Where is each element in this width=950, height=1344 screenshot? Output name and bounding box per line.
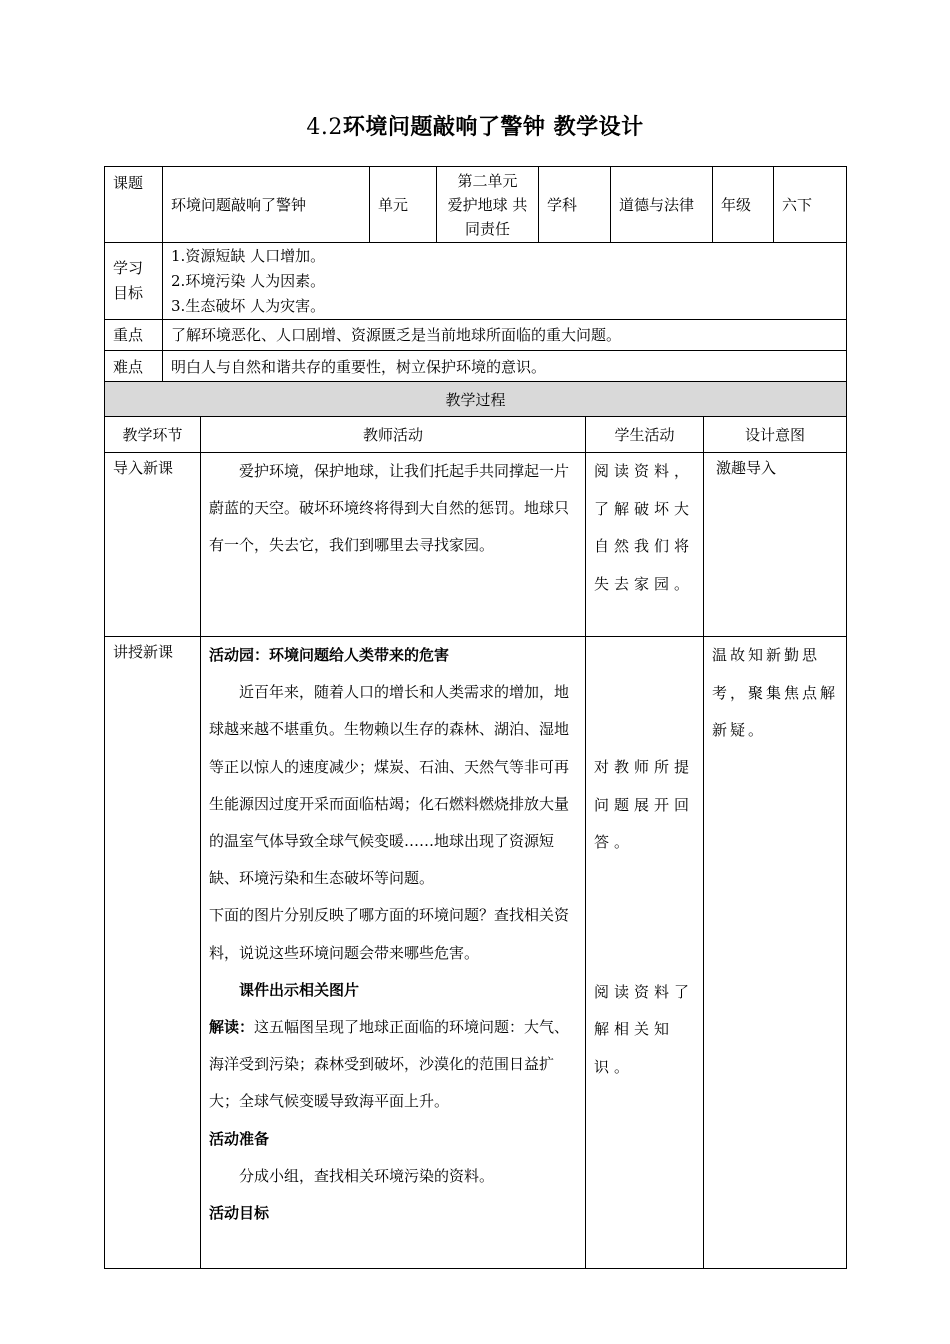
teacher-teach — [201, 637, 586, 1269]
subject-value: 道德与法律 — [611, 167, 713, 243]
header-teacher: 教师活动 — [201, 417, 586, 453]
grade-label: 年级 — [713, 167, 774, 243]
table-row — [105, 637, 847, 1269]
subject-label: 学科 — [539, 167, 611, 243]
difficult-value: 明白人与自然和谐共存的重要性，树立保护环境的意识。 — [163, 351, 847, 383]
intent-teach: 温故知新勤思考，聚集焦点解新疑。 — [704, 637, 847, 1269]
title-text: 环境问题敲响了警钟 教学设计 — [342, 115, 644, 140]
student-intro: 阅读资料，了解破坏大自然我们将失去家园。 — [586, 453, 704, 637]
interpretation: 解读：这五幅图呈现了地球正面临的环境问题：大气、海洋受到污染；森林受到破坏，沙漠化的范围日益扩大；全球气候变暖导致海平面上升。 — [209, 1018, 570, 1111]
difficult-label: 难点 — [105, 351, 163, 383]
process-band-title: 教学过程 — [105, 382, 847, 417]
goal-item: 1.资源短缺 人口增加。 — [171, 247, 326, 265]
prep-text: 分成小组，查找相关环境污染的资料。 — [239, 1166, 495, 1185]
key-label: 重点 — [105, 320, 163, 351]
unit-value — [437, 167, 539, 243]
process-table — [104, 381, 847, 1269]
intent-intro: 激趣导入 — [704, 453, 847, 637]
teach-para1: 近百年来，随着人口的增长和人类需求的增加，地球越来越不堪重负。生物赖以生存的森林、湖泊、湿地等正以惊人的速度减少；煤炭、石油、天然气等非可再生能源因过度开采而面临枯竭；化石燃料燃烧排放大量的温室气体导致全球气候变暖……地球出现了资源短缺、环境污染和生态破坏等问题。 — [209, 683, 570, 888]
teacher-intro: 爱护环境，保护地球，让我们托起手共同撑起一片蔚蓝的天空。破坏环境终将得到大自然的惩罚。地球只有一个，失去它，我们到哪里去寻找家园。 — [201, 453, 586, 637]
unit-value-line2: 爱护地球 共 — [447, 195, 528, 214]
topic-value: 环境问题敲响了警钟 — [163, 167, 370, 243]
goals-label-line2: 目标 — [113, 284, 144, 302]
student-teach — [586, 637, 704, 1269]
teach-para2: 下面的图片分别反映了哪方面的环境问题？查找相关资料，说说这些环境问题会带来哪些危害。 — [209, 906, 570, 962]
goal-item: 2.环境污染 人为因素。 — [171, 272, 326, 290]
table-row — [105, 453, 847, 637]
student-teach-1: 对教师所提问题展开回答。 — [594, 758, 695, 851]
student-teach-2: 阅读资料了解相关知识。 — [594, 982, 695, 1076]
title-number: 4.2 — [306, 115, 343, 140]
unit-value-line3: 同责任 — [464, 219, 510, 238]
grade-value: 六下 — [774, 167, 847, 243]
header-student: 学生活动 — [586, 417, 704, 453]
stage-teach: 讲授新课 — [105, 637, 201, 1269]
key-value: 了解环境恶化、人口剧增、资源匮乏是当前地球所面临的重大问题。 — [163, 320, 847, 351]
courseware-note: 课件出示相关图片 — [239, 980, 360, 999]
goals-label-line1: 学习 — [113, 259, 144, 277]
goal-item: 3.生态破坏 人为灾害。 — [171, 297, 326, 315]
goals-label — [105, 243, 163, 320]
lesson-info-table — [104, 166, 847, 383]
activity-title: 活动园：环境问题给人类带来的危害 — [209, 646, 450, 664]
unit-label: 单元 — [370, 167, 437, 243]
prep-label: 活动准备 — [209, 1129, 270, 1148]
goal-label: 活动目标 — [209, 1204, 270, 1223]
stage-intro: 导入新课 — [105, 453, 201, 637]
page-title — [0, 110, 950, 141]
topic-label: 课题 — [105, 167, 163, 243]
header-stage: 教学环节 — [105, 417, 201, 453]
goals-list — [163, 243, 847, 320]
header-intent: 设计意图 — [704, 417, 847, 453]
unit-value-line1: 第二单元 — [457, 171, 518, 190]
